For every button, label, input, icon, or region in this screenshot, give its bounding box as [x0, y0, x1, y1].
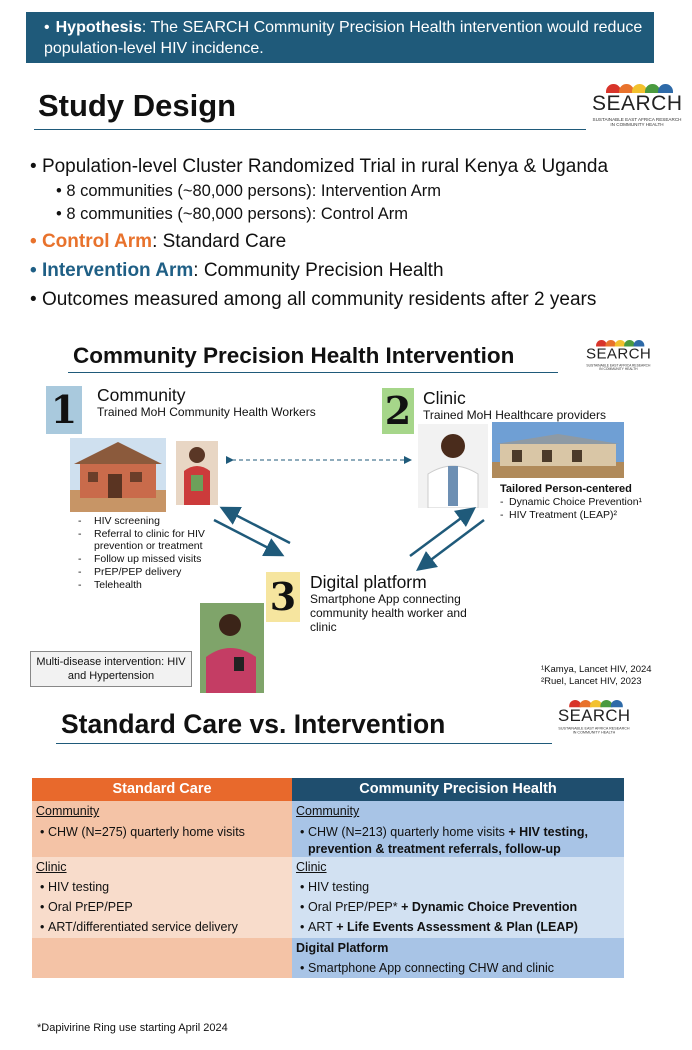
left-clinic-item: • HIV testing	[36, 879, 288, 896]
digital-user-photo	[200, 603, 264, 693]
left-clinic-label: Clinic	[36, 860, 67, 874]
reference-1: ¹Kamya, Lancet HIV, 2024	[541, 664, 652, 675]
design-bullet-control: • Control Arm: Standard Care	[30, 231, 287, 252]
right-clinic-label: Clinic	[296, 860, 327, 874]
precision-health-column	[292, 801, 624, 978]
left-clinic-item: • Oral PrEP/PEP	[36, 899, 288, 916]
logo-tagline: SUSTAINABLE EAST AFRICA RESEARCH IN COMMUNITY HEALTH	[592, 117, 682, 127]
community-title: Community	[97, 385, 186, 405]
clinic-to-digital-arrow	[420, 520, 484, 568]
tailored-title: Tailored Person-centered	[500, 483, 632, 495]
community-subtitle: Trained MoH Community Health Workers	[97, 405, 316, 419]
hypothesis-label: Hypothesis	[55, 19, 142, 36]
header-precision-health: Community Precision Health	[292, 778, 624, 801]
clinic-service: - HIV Treatment (LEAP)²	[500, 509, 660, 522]
intervention-title: Community Precision Health Intervention	[73, 343, 515, 368]
design-bullet-trial: • Population-level Cluster Randomized Trial in rural Kenya & Uganda	[30, 156, 609, 177]
left-community-item: • CHW (N=275) quarterly home visits	[36, 824, 288, 841]
community-service: - Referral to clinic for HIV prevention or treatment	[78, 528, 228, 553]
step-1-badge: 1	[46, 386, 82, 434]
left-community-label: Community	[36, 804, 100, 818]
multi-disease-box: Multi-disease intervention: HIV and Hypertension	[30, 651, 192, 687]
design-sub-control: • 8 communities (~80,000 persons): Control Arm	[56, 205, 408, 223]
community-to-digital-arrow	[214, 520, 280, 554]
design-bullet-outcomes: • Outcomes measured among all community residents after 2 years	[30, 289, 597, 310]
right-community-label: Community	[296, 804, 360, 818]
left-clinic-item: • ART/differentiated service delivery	[36, 919, 288, 936]
reference-2: ²Ruel, Lancet HIV, 2023	[541, 676, 642, 687]
design-sub-intervention: • 8 communities (~80,000 persons): Intervention Arm	[56, 182, 442, 200]
clinic-service: - Dynamic Choice Prevention¹	[500, 496, 660, 509]
right-clinic-item: • ART + Life Events Assessment & Plan (LEAP)	[296, 919, 620, 936]
search-logo-small: SEARCH SUSTAINABLE EAST AFRICA RESEARCH IN COMMUNITY HEALTH	[586, 340, 651, 372]
comparison-table	[32, 778, 624, 978]
step-2-badge: 2	[382, 388, 414, 434]
standard-care-column	[32, 801, 292, 978]
comparison-rule	[56, 743, 552, 744]
header-standard-care: Standard Care	[32, 778, 292, 801]
footnote: *Dapivirine Ring use starting April 2024	[37, 1022, 228, 1034]
community-service: - PrEP/PEP delivery	[78, 566, 228, 579]
logo-word: SEARCH	[592, 92, 683, 115]
clinic-subtitle: Trained MoH Healthcare providers	[423, 408, 606, 422]
design-bullet-intervention: • Intervention Arm: Community Precision Health	[30, 260, 444, 281]
digital-subtitle: Smartphone App connecting community health worker and clinic	[310, 592, 467, 634]
left-digital-empty	[32, 938, 292, 978]
community-service: - HIV screening	[78, 515, 228, 528]
hypothesis-banner: • Hypothesis: The SEARCH Community Precision Health intervention would reduce population-level HIV incidence.	[26, 12, 654, 63]
right-clinic-item: • HIV testing	[296, 879, 620, 896]
right-community-item: • CHW (N=213) quarterly home visits + HIV testing, prevention & treatment referrals, follow-up	[296, 824, 620, 858]
comparison-title: Standard Care vs. Intervention	[61, 709, 446, 739]
search-logo-comparison: SEARCH SUSTAINABLE EAST AFRICA RESEARCH IN COMMUNITY HEALTH	[558, 700, 630, 735]
study-design-title: Study Design	[38, 88, 237, 123]
digital-platform-label: Digital Platform	[296, 941, 389, 955]
community-service: - Follow up missed visits	[78, 553, 228, 566]
digital-to-community-arrow	[224, 509, 290, 543]
clinic-title: Clinic	[423, 388, 466, 408]
step-3-badge: 3	[266, 572, 300, 622]
digital-platform-item: • Smartphone App connecting CHW and clinic	[296, 960, 620, 977]
right-clinic-item: • Oral PrEP/PEP* + Dynamic Choice Prevention	[296, 899, 620, 916]
digital-to-clinic-arrow	[410, 510, 472, 556]
community-service: - Telehealth	[78, 579, 228, 592]
digital-title: Digital platform	[310, 572, 427, 592]
hypothesis-text: : The SEARCH Community Precision Health intervention would reduce population-level HIV incidence.	[44, 19, 643, 57]
